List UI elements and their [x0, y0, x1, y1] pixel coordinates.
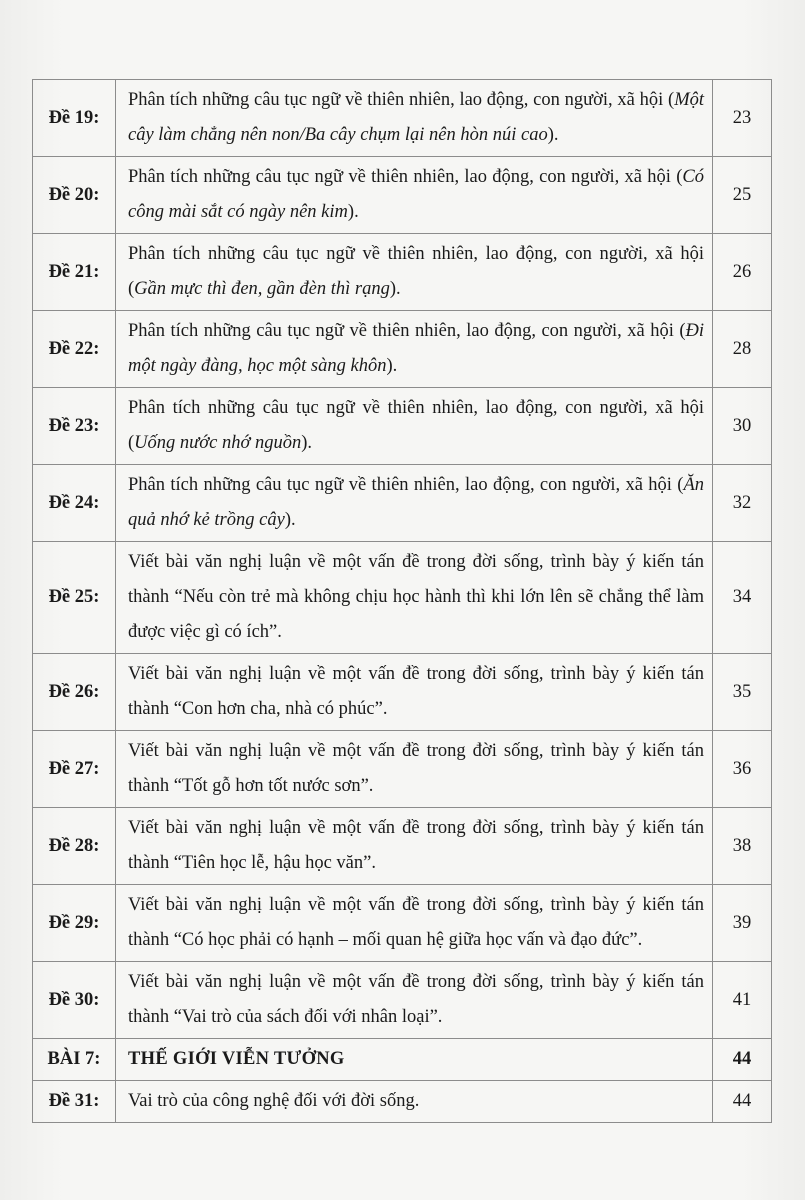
- toc-page-number: 23: [713, 80, 772, 157]
- toc-row-de-31: [33, 1081, 772, 1123]
- toc-row-de-29: [33, 885, 772, 962]
- toc-row-de-26: [33, 654, 772, 731]
- toc-entry-text: Viết bài văn nghị luận về một vấn đề trong đời sống, trình bày ý kiến tán thành “Nếu còn trẻ mà không chịu học hành thì khi lớn lên sẽ chẳng thể làm được việc gì có ích”.: [116, 542, 713, 654]
- toc-label: Đề 23:: [33, 388, 116, 465]
- toc-row-de-24: [33, 465, 772, 542]
- toc-entry-text: Viết bài văn nghị luận về một vấn đề trong đời sống, trình bày ý kiến tán thành “Tốt gỗ hơn tốt nước sơn”.: [116, 731, 713, 808]
- toc-entry-text: Viết bài văn nghị luận về một vấn đề trong đời sống, trình bày ý kiến tán thành “Con hơn cha, nhà có phúc”.: [116, 654, 713, 731]
- toc-label: Đề 21:: [33, 234, 116, 311]
- toc-page-number: 39: [713, 885, 772, 962]
- toc-row-bai-7: [33, 1039, 772, 1081]
- toc-page-number: 35: [713, 654, 772, 731]
- toc-page-number: 34: [713, 542, 772, 654]
- toc-page-number: 25: [713, 157, 772, 234]
- toc-row-de-21: [33, 234, 772, 311]
- toc-section-label: BÀI 7:: [33, 1039, 116, 1081]
- toc-entry-text: Phân tích những câu tục ngữ về thiên nhiên, lao động, con người, xã hội (Gần mực thì đen, gần đèn thì rạng).: [116, 234, 713, 311]
- toc-entry-text: Phân tích những câu tục ngữ về thiên nhiên, lao động, con người, xã hội (Ăn quả nhớ kẻ trồng cây).: [116, 465, 713, 542]
- toc-label: Đề 25:: [33, 542, 116, 654]
- toc-page-number: 38: [713, 808, 772, 885]
- toc-entry-text: Phân tích những câu tục ngữ về thiên nhiên, lao động, con người, xã hội (Một cây làm chẳng nên non/Ba cây chụm lại nên hòn núi cao).: [116, 80, 713, 157]
- toc-label: Đề 28:: [33, 808, 116, 885]
- toc-entry-text: Viết bài văn nghị luận về một vấn đề trong đời sống, trình bày ý kiến tán thành “Vai trò của sách đối với nhân loại”.: [116, 962, 713, 1039]
- toc-label: Đề 19:: [33, 80, 116, 157]
- toc-page-number: 36: [713, 731, 772, 808]
- toc-label: Đề 30:: [33, 962, 116, 1039]
- toc-page-number: 26: [713, 234, 772, 311]
- toc-page-number: 44: [713, 1081, 772, 1123]
- toc-label: Đề 24:: [33, 465, 116, 542]
- toc-row-de-27: [33, 731, 772, 808]
- toc-page-number: 41: [713, 962, 772, 1039]
- toc-page-number: 30: [713, 388, 772, 465]
- toc-entry-text: Phân tích những câu tục ngữ về thiên nhiên, lao động, con người, xã hội (Có công mài sắt có ngày nên kim).: [116, 157, 713, 234]
- toc-label: Đề 27:: [33, 731, 116, 808]
- toc-entry-text: Phân tích những câu tục ngữ về thiên nhiên, lao động, con người, xã hội (Uống nước nhớ nguồn).: [116, 388, 713, 465]
- toc-page-number: 28: [713, 311, 772, 388]
- table-of-contents: [32, 79, 772, 1123]
- toc-entry-text: Phân tích những câu tục ngữ về thiên nhiên, lao động, con người, xã hội (Đi một ngày đàng, học một sàng khôn).: [116, 311, 713, 388]
- toc-section-title: THẾ GIỚI VIỄN TƯỞNG: [116, 1039, 713, 1081]
- toc-page-number: 44: [713, 1039, 772, 1081]
- toc-label: Đề 26:: [33, 654, 116, 731]
- toc-row-de-19: [33, 80, 772, 157]
- toc-entry-text: Vai trò của công nghệ đối với đời sống.: [116, 1081, 713, 1123]
- toc-row-de-28: [33, 808, 772, 885]
- toc-row-de-30: [33, 962, 772, 1039]
- toc-row-de-22: [33, 311, 772, 388]
- toc-row-de-25: [33, 542, 772, 654]
- toc-label: Đề 31:: [33, 1081, 116, 1123]
- toc-entry-text: Viết bài văn nghị luận về một vấn đề trong đời sống, trình bày ý kiến tán thành “Tiên học lễ, hậu học văn”.: [116, 808, 713, 885]
- toc-page-number: 32: [713, 465, 772, 542]
- toc-label: Đề 22:: [33, 311, 116, 388]
- toc-label: Đề 29:: [33, 885, 116, 962]
- toc-label: Đề 20:: [33, 157, 116, 234]
- toc-row-de-20: [33, 157, 772, 234]
- toc-entry-text: Viết bài văn nghị luận về một vấn đề trong đời sống, trình bày ý kiến tán thành “Có học phải có hạnh – mối quan hệ giữa học vấn và đạo đức”.: [116, 885, 713, 962]
- toc-row-de-23: [33, 388, 772, 465]
